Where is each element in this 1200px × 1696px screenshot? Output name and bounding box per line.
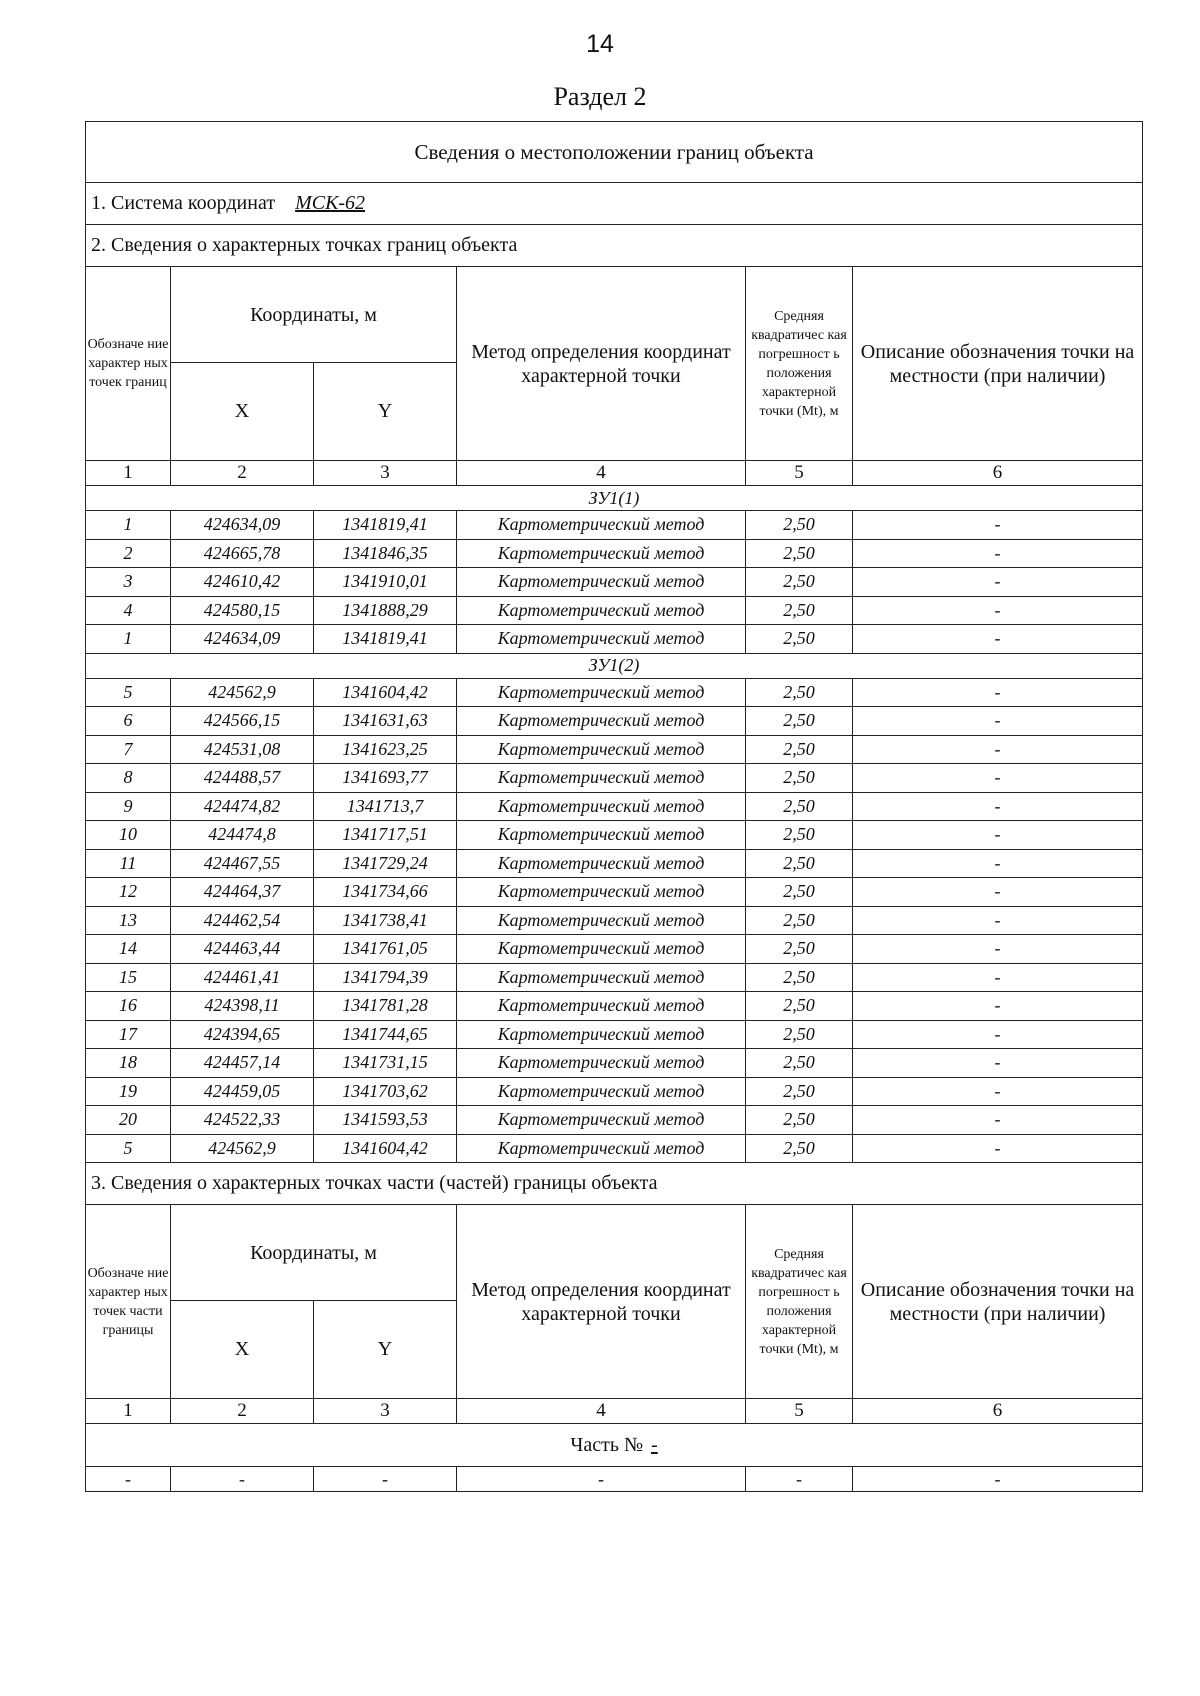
y-coord-cell: 1341731,15 [314,1049,457,1078]
y-coord-cell: 1341888,29 [314,596,457,625]
error-cell: 2,50 [746,511,853,540]
method-cell: Картометрический метод [457,735,746,764]
point-number-cell: 12 [86,878,171,907]
table-cell: - [314,1467,457,1492]
table-row [86,821,1143,850]
point-number-cell: 11 [86,849,171,878]
y-coord-cell: 1341734,66 [314,878,457,907]
x-coord-cell: 424474,8 [171,821,314,850]
y-coord-cell: 1341713,7 [314,792,457,821]
description-cell: - [853,1077,1143,1106]
error-cell: 2,50 [746,1106,853,1135]
method-cell: Картометрический метод [457,992,746,1021]
description-cell: - [853,992,1143,1021]
column-number: 4 [457,1399,746,1424]
x-coord-cell: 424634,09 [171,511,314,540]
error-cell: 2,50 [746,539,853,568]
part-number-line [86,1424,1143,1467]
method-cell: Картометрический метод [457,539,746,568]
x-coord-cell: 424394,65 [171,1020,314,1049]
point-number-cell: 9 [86,792,171,821]
method-cell: Картометрический метод [457,792,746,821]
table-row [86,792,1143,821]
table-cell: - [86,1467,171,1492]
column-number: 4 [457,461,746,486]
column-number: 2 [171,1399,314,1424]
column-number: 3 [314,1399,457,1424]
description-cell: - [853,1106,1143,1135]
point-number-cell: 10 [86,821,171,850]
method-cell: Картометрический метод [457,906,746,935]
y-coord-cell: 1341717,51 [314,821,457,850]
point-number-cell: 1 [86,625,171,654]
x-coord-cell: 424580,15 [171,596,314,625]
y-coord-cell: 1341738,41 [314,906,457,935]
part-error-header: Средняя квадратичес кая погрешност ь положения характерной точки (Mt), м [746,1205,853,1399]
table-row [86,963,1143,992]
point-number-cell: 20 [86,1106,171,1135]
y-coord-cell: 1341819,41 [314,511,457,540]
y-coord-cell: 1341781,28 [314,992,457,1021]
description-cell: - [853,735,1143,764]
point-number-cell: 17 [86,1020,171,1049]
method-cell: Картометрический метод [457,511,746,540]
method-cell: Картометрический метод [457,1106,746,1135]
table-cell: - [853,1467,1143,1492]
table-row [86,596,1143,625]
table-row [86,539,1143,568]
error-cell: 2,50 [746,735,853,764]
method-cell: Картометрический метод [457,1134,746,1163]
x-coord-cell: 424488,57 [171,764,314,793]
table-row [86,707,1143,736]
description-cell: - [853,906,1143,935]
x-coord-cell: 424665,78 [171,539,314,568]
table-row [86,906,1143,935]
method-cell: Картометрический метод [457,1020,746,1049]
description-header: Описание обозначения точки на местности (при наличии) [853,267,1143,461]
table-row [86,878,1143,907]
x-coord-cell: 424562,9 [171,678,314,707]
table-cell: - [746,1467,853,1492]
table-row [86,511,1143,540]
page-number: 14 [586,30,614,58]
table-title: Сведения о местоположении границ объекта [86,122,1143,183]
description-cell: - [853,1134,1143,1163]
y-coord-cell: 1341703,62 [314,1077,457,1106]
x-coord-cell: 424462,54 [171,906,314,935]
column-number: 1 [86,1399,171,1424]
description-cell: - [853,707,1143,736]
y-coord-cell: 1341794,39 [314,963,457,992]
method-cell: Картометрический метод [457,678,746,707]
y-coord-cell: 1341631,63 [314,707,457,736]
part-x-header: X [171,1301,314,1399]
column-number: 6 [853,461,1143,486]
table-row [86,992,1143,1021]
section3-title: 3. Сведения о характерных точках части (частей) границы объекта [86,1163,1143,1205]
x-coord-cell: 424457,14 [171,1049,314,1078]
point-number-cell: 8 [86,764,171,793]
x-coord-cell: 424562,9 [171,1134,314,1163]
column-number: 3 [314,461,457,486]
method-cell: Картометрический метод [457,1077,746,1106]
description-cell: - [853,539,1143,568]
error-cell: 2,50 [746,992,853,1021]
method-cell: Картометрический метод [457,963,746,992]
y-coord-cell: 1341910,01 [314,568,457,597]
point-number-cell: 6 [86,707,171,736]
coord-system-line [86,183,1143,225]
part-point-header: Обозначе ние характер ных точек части границы [86,1205,171,1399]
x-header: X [171,363,314,461]
point-number-cell: 19 [86,1077,171,1106]
error-cell: 2,50 [746,1077,853,1106]
error-cell: 2,50 [746,821,853,850]
error-cell: 2,50 [746,764,853,793]
table-row [86,1049,1143,1078]
table-row [86,1134,1143,1163]
point-number-cell: 14 [86,935,171,964]
y-coord-cell: 1341761,05 [314,935,457,964]
method-cell: Картометрический метод [457,596,746,625]
point-number-cell: 4 [86,596,171,625]
x-coord-cell: 424566,15 [171,707,314,736]
group-header-row [86,653,1143,678]
part-description-header: Описание обозначения точки на местности (при наличии) [853,1205,1143,1399]
point-number-cell: 13 [86,906,171,935]
section2-title: 2. Сведения о характерных точках границ объекта [86,225,1143,267]
group-name: ЗУ1(1) [86,486,1143,511]
y-coord-cell: 1341593,53 [314,1106,457,1135]
x-coord-cell: 424467,55 [171,849,314,878]
method-cell: Картометрический метод [457,849,746,878]
point-number-cell: 5 [86,678,171,707]
point-header: Обозначе ние характер ных точек границ [86,267,171,461]
boundary-table [85,121,1143,1492]
table-row [86,849,1143,878]
table-row [86,1106,1143,1135]
part-method-header: Метод определения координат характерной точки [457,1205,746,1399]
error-cell: 2,50 [746,707,853,736]
error-cell: 2,50 [746,596,853,625]
y-coord-cell: 1341604,42 [314,678,457,707]
description-cell: - [853,821,1143,850]
error-cell: 2,50 [746,906,853,935]
method-cell: Картометрический метод [457,1049,746,1078]
method-cell: Картометрический метод [457,935,746,964]
section-title: Раздел 2 [553,82,647,111]
part-number-value: - [651,1433,658,1456]
x-coord-cell: 424463,44 [171,935,314,964]
point-number-cell: 2 [86,539,171,568]
point-number-cell: 16 [86,992,171,1021]
x-coord-cell: 424522,33 [171,1106,314,1135]
column-number: 1 [86,461,171,486]
method-cell: Картометрический метод [457,821,746,850]
table-row [86,568,1143,597]
column-number: 6 [853,1399,1143,1424]
table-row [86,764,1143,793]
error-cell: 2,50 [746,878,853,907]
table-row [86,1020,1143,1049]
description-cell: - [853,935,1143,964]
column-number: 2 [171,461,314,486]
column-numbers-row [86,461,1143,486]
part-row [86,1467,1143,1492]
method-cell: Картометрический метод [457,707,746,736]
description-cell: - [853,1049,1143,1078]
point-number-cell: 15 [86,963,171,992]
error-cell: 2,50 [746,1134,853,1163]
x-coord-cell: 424474,82 [171,792,314,821]
y-coord-cell: 1341693,77 [314,764,457,793]
table-row [86,735,1143,764]
x-coord-cell: 424459,05 [171,1077,314,1106]
error-cell: 2,50 [746,792,853,821]
y-coord-cell: 1341729,24 [314,849,457,878]
method-cell: Картометрический метод [457,625,746,654]
x-coord-cell: 424634,09 [171,625,314,654]
part-number-label: Часть № [570,1433,644,1456]
description-cell: - [853,568,1143,597]
x-coord-cell: 424464,37 [171,878,314,907]
x-coord-cell: 424610,42 [171,568,314,597]
y-coord-cell: 1341744,65 [314,1020,457,1049]
table-row [86,678,1143,707]
error-cell: 2,50 [746,963,853,992]
method-header: Метод определения координат характерной точки [457,267,746,461]
error-cell: 2,50 [746,625,853,654]
column-number: 5 [746,1399,853,1424]
y-coord-cell: 1341846,35 [314,539,457,568]
point-number-cell: 18 [86,1049,171,1078]
description-cell: - [853,678,1143,707]
description-cell: - [853,792,1143,821]
method-cell: Картометрический метод [457,878,746,907]
y-coord-cell: 1341604,42 [314,1134,457,1163]
part-y-header: Y [314,1301,457,1399]
y-coord-cell: 1341819,41 [314,625,457,654]
x-coord-cell: 424531,08 [171,735,314,764]
table-row [86,935,1143,964]
description-cell: - [853,596,1143,625]
description-cell: - [853,511,1143,540]
description-cell: - [853,849,1143,878]
part-coords-header: Координаты, м [171,1205,457,1301]
method-cell: Картометрический метод [457,764,746,793]
x-coord-cell: 424398,11 [171,992,314,1021]
error-cell: 2,50 [746,1020,853,1049]
point-number-cell: 7 [86,735,171,764]
error-cell: 2,50 [746,1049,853,1078]
error-cell: 2,50 [746,568,853,597]
description-cell: - [853,963,1143,992]
coords-header: Координаты, м [171,267,457,363]
error-cell: 2,50 [746,678,853,707]
error-header: Средняя квадратичес кая погрешност ь положения характерной точки (Mt), м [746,267,853,461]
coord-system-label: 1. Система координат [91,192,276,214]
y-coord-cell: 1341623,25 [314,735,457,764]
description-cell: - [853,625,1143,654]
group-header-row [86,486,1143,511]
column-number: 5 [746,461,853,486]
table-row [86,625,1143,654]
table-row [86,1077,1143,1106]
point-number-cell: 1 [86,511,171,540]
description-cell: - [853,878,1143,907]
point-number-cell: 5 [86,1134,171,1163]
error-cell: 2,50 [746,849,853,878]
table-cell: - [171,1467,314,1492]
part-column-numbers-row [86,1399,1143,1424]
y-header: Y [314,363,457,461]
table-cell: - [457,1467,746,1492]
description-cell: - [853,764,1143,793]
error-cell: 2,50 [746,935,853,964]
x-coord-cell: 424461,41 [171,963,314,992]
method-cell: Картометрический метод [457,568,746,597]
group-name: ЗУ1(2) [86,653,1143,678]
description-cell: - [853,1020,1143,1049]
point-number-cell: 3 [86,568,171,597]
coord-system-value: МСК-62 [295,192,366,214]
